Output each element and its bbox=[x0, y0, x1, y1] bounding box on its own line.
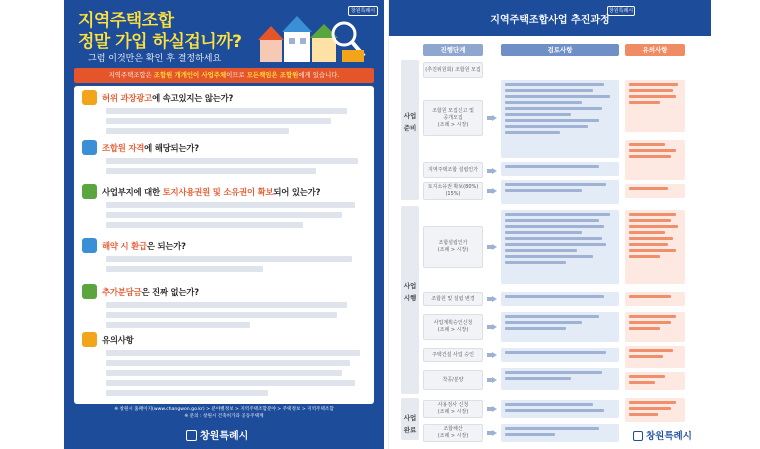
stage-box: 토지소유권 확보(80%) (15%) bbox=[423, 182, 483, 200]
column-header-check: 검토사항 bbox=[501, 44, 619, 56]
phase-label: 사업준비 bbox=[403, 112, 417, 132]
city-brand: 창원특례시 bbox=[186, 427, 248, 442]
section-body bbox=[106, 202, 368, 232]
phase-column bbox=[401, 60, 419, 200]
checklist-panel bbox=[74, 86, 374, 404]
arrow-icon bbox=[487, 296, 497, 302]
phase-label: 사업완료 bbox=[403, 414, 417, 434]
process-logo: 창원특례시 bbox=[608, 8, 634, 14]
arrow-icon bbox=[487, 188, 497, 194]
banner-emphasis: 조합원 개개인이 사업주체 bbox=[153, 71, 227, 79]
stage-box: 조합원 모집신고 및 공개모집 (조례 > 시장) bbox=[423, 100, 483, 136]
city-emblem-icon bbox=[633, 431, 643, 441]
process-title: 지역주택조합사업 추진과정 bbox=[490, 15, 610, 26]
warn-box bbox=[625, 346, 685, 368]
check-box bbox=[501, 368, 619, 390]
arrow-icon bbox=[487, 352, 497, 358]
process-header bbox=[389, 0, 711, 36]
phase-column bbox=[401, 206, 419, 394]
section-title: 유의사항 bbox=[102, 335, 134, 345]
checklist-section bbox=[78, 284, 370, 332]
arrow-icon bbox=[487, 324, 497, 330]
check-box bbox=[501, 80, 619, 158]
stage-box: 사용검사 신청 (조례 > 시장) bbox=[423, 400, 483, 418]
warn-box bbox=[625, 312, 685, 342]
banner-text: 이므로 bbox=[226, 71, 247, 79]
checklist-section bbox=[78, 238, 370, 282]
section-title: 사업부지에 대한 토지사용권원 및 소유권이 확보되어 있는가? bbox=[102, 187, 321, 197]
poster-logo: 창원특례시 bbox=[348, 6, 378, 16]
section-body bbox=[106, 256, 368, 276]
warn-box bbox=[625, 184, 685, 198]
stage-box: 사업계획승인신청 (조례 > 시장) bbox=[423, 314, 483, 340]
footer-line: ※ 창원시 홈페이지(www.changwon.go.kr) > 분야별정보 > 지역주택조합분야 > 주택정보 > 지역주택조합 bbox=[114, 407, 334, 412]
arrow-icon bbox=[487, 115, 497, 121]
section-title: 조합원 자격에 해당되는가? bbox=[102, 143, 199, 153]
stage-box: 주택건설 사업 승인 bbox=[423, 348, 483, 362]
check-box bbox=[501, 424, 619, 442]
phase-label: 사업시행 bbox=[403, 282, 417, 302]
banner-text: 지역주택조합은 bbox=[108, 71, 154, 79]
checklist-section bbox=[78, 332, 370, 402]
poster-title-line1: 지역주택조합 bbox=[78, 11, 174, 31]
check-box bbox=[501, 312, 619, 342]
check-box bbox=[501, 180, 619, 204]
arrow-icon bbox=[487, 430, 497, 436]
id-card-icon bbox=[82, 140, 97, 155]
footer-line: ※ 문의 : 창원시 건축허가과 공동주택계 bbox=[184, 414, 264, 419]
megaphone-icon bbox=[82, 90, 97, 105]
checklist-section bbox=[78, 184, 370, 236]
banner-text: 에게 있습니다. bbox=[298, 71, 340, 79]
check-box bbox=[501, 400, 619, 418]
warn-box bbox=[625, 210, 685, 284]
warn-box bbox=[625, 398, 685, 422]
warn-box bbox=[625, 80, 685, 132]
stage-box: 지역주택조합 설립인가 bbox=[423, 162, 483, 178]
phase-column bbox=[401, 398, 419, 440]
poster-footer bbox=[74, 406, 374, 420]
section-title: 해약 시 환급은 되는가? bbox=[102, 241, 186, 251]
section-body bbox=[106, 158, 368, 178]
left-poster bbox=[64, 0, 384, 449]
check-box bbox=[501, 292, 619, 306]
right-poster bbox=[388, 0, 710, 449]
stage-box: 조합해산 (조례 > 시장) bbox=[423, 424, 483, 442]
poster-subtitle: 그럼 이것만은 확인 후 결정하세요 bbox=[88, 54, 222, 64]
checklist-section bbox=[78, 140, 370, 180]
warn-box bbox=[625, 372, 685, 390]
city-emblem-icon bbox=[186, 430, 197, 441]
arrow-icon bbox=[487, 168, 497, 174]
arrow-icon bbox=[487, 377, 497, 383]
check-box bbox=[501, 348, 619, 362]
poster-title-line2: 정말 가입 하실겁니까? bbox=[78, 32, 242, 52]
stage-box: 조합설립인가 (조례 > 시장) bbox=[423, 226, 483, 268]
warn-box bbox=[625, 292, 685, 306]
warning-icon bbox=[82, 332, 97, 347]
section-body bbox=[106, 350, 368, 400]
section-title: 허위 과장광고에 속고있지는 않는가? bbox=[102, 93, 234, 103]
section-body bbox=[106, 108, 368, 138]
column-header-stage: 진행단계 bbox=[423, 44, 483, 56]
warn-box bbox=[625, 140, 685, 180]
arrow-icon bbox=[487, 244, 497, 250]
banner-emphasis: 모든책임은 조합원 bbox=[246, 71, 299, 79]
check-box bbox=[501, 210, 619, 284]
checklist-section bbox=[78, 90, 370, 138]
stage-box: 착공/분양 bbox=[423, 370, 483, 390]
section-body bbox=[106, 302, 368, 332]
responsibility-banner bbox=[74, 68, 374, 83]
houses-illustration bbox=[258, 12, 368, 64]
stage-box: 조합원 및 설립 변경 bbox=[423, 292, 483, 306]
document-icon bbox=[82, 184, 97, 199]
column-header-warn: 유의사항 bbox=[625, 44, 685, 56]
coin-icon bbox=[82, 284, 97, 299]
arrow-icon bbox=[487, 406, 497, 412]
section-title: 추가분담금은 진짜 없는가? bbox=[102, 287, 199, 297]
check-box bbox=[501, 162, 619, 176]
stage-box: (추진위원회) 조합원 모집 bbox=[423, 62, 483, 78]
refund-icon bbox=[82, 238, 97, 253]
city-brand: 창원특례시 bbox=[633, 428, 692, 442]
